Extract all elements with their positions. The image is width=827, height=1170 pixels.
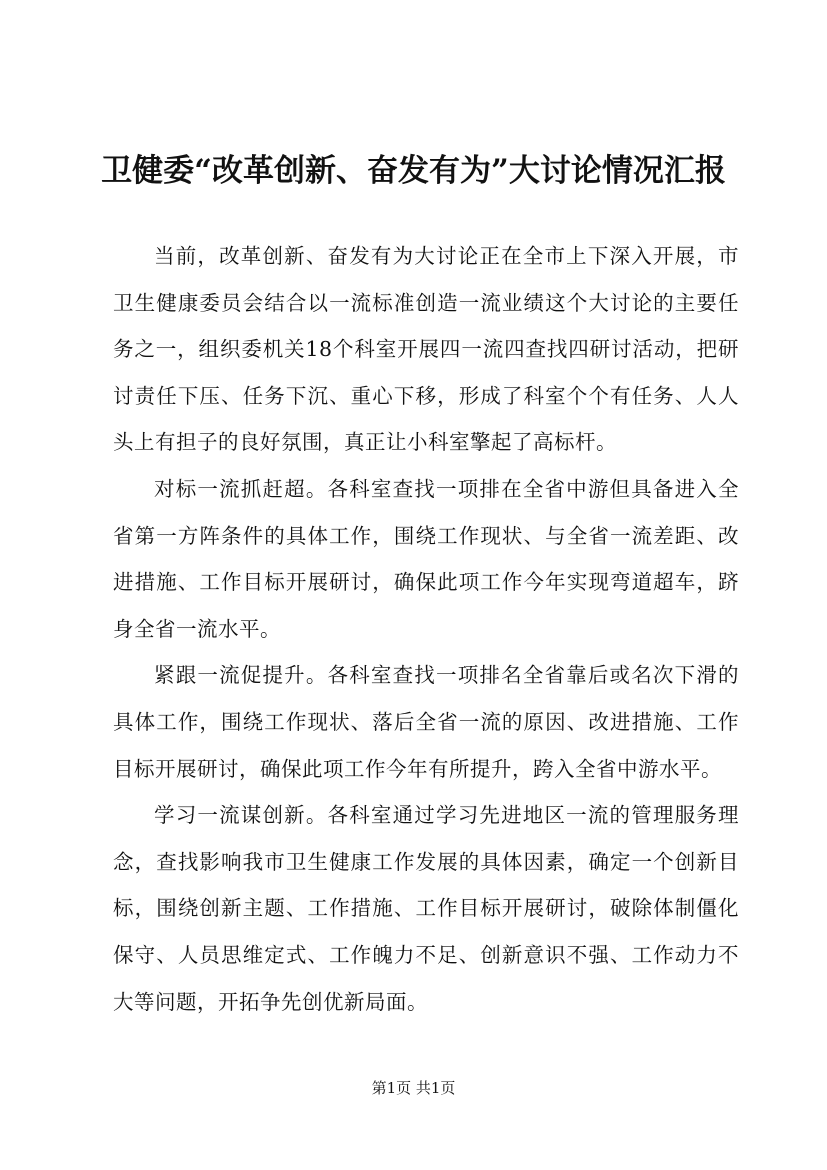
document-title: 卫健委“改革创新、奋发有为”大讨论情况汇报 bbox=[101, 153, 726, 189]
paragraph-innovate: 学习一流谋创新。各科室通过学习先进地区一流的管理服务理念，查找影响我市卫生健康工作发展的具体因素，确定一个创新目标，围绕创新主题、工作措施、工作目标开展研讨，破除体制僵化保守、人员思维定式、工作魄力不足、创新意识不强、工作动力不大等问题，开拓争先创优新局面。 bbox=[113, 803, 739, 1014]
document-body bbox=[113, 233, 739, 1025]
page-footer: 第1页 共1页 bbox=[371, 1079, 456, 1097]
paragraph-follow: 紧跟一流促提升。各科室查找一项排名全省靠后或名次下滑的具体工作，围绕工作现状、落后全省一流的原因、改进措施、工作目标开展研讨，确保此项工作今年有所提升，跨入全省中游水平。 bbox=[113, 663, 739, 781]
paragraph-intro: 当前，改革创新、奋发有为大讨论正在全市上下深入开展，市卫生健康委员会结合以一流标准创造一流业绩这个大讨论的主要任务之一，组织委机关18个科室开展四一流四查找四研讨活动，把研讨责任下压、任务下沉、重心下移，形成了科室个个有任务、人人头上有担子的良好氛围，真正让小科室擎起了高标杆。 bbox=[113, 244, 739, 455]
paragraph-benchmark: 对标一流抓赶超。各科室查找一项排在全省中游但具备进入全省第一方阵条件的具体工作，围绕工作现状、与全省一流差距、改进措施、工作目标开展研讨，确保此项工作今年实现弯道超车，跻身全省一流水平。 bbox=[113, 476, 739, 641]
